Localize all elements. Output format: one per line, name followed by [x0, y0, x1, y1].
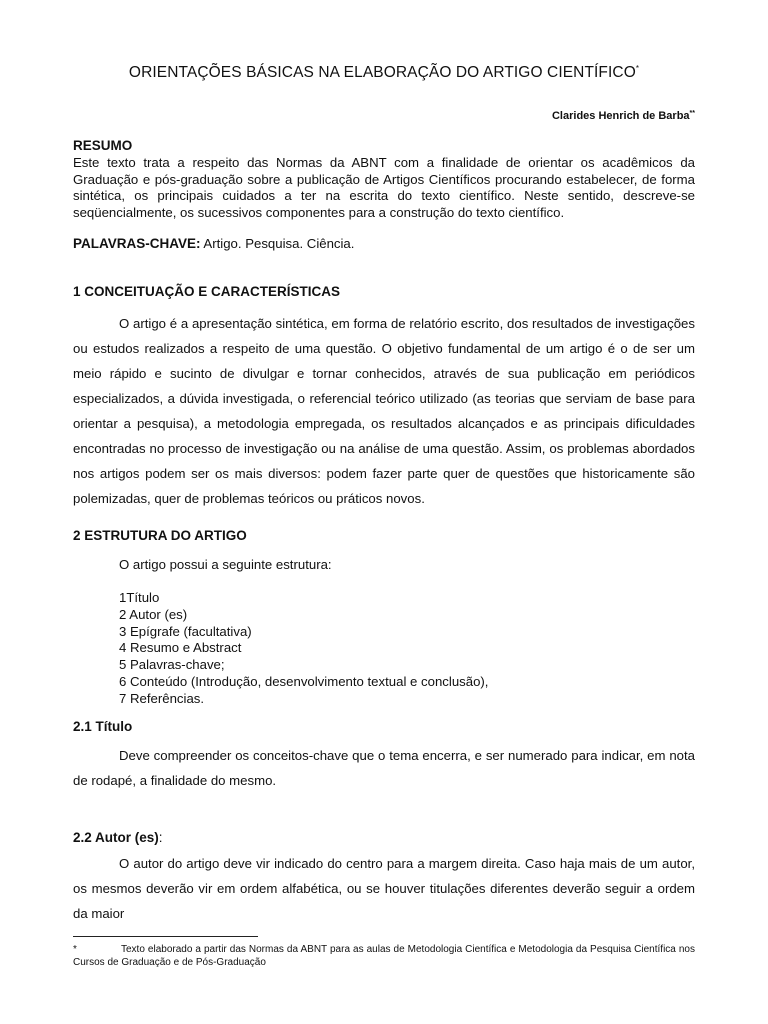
- keywords-text: Artigo. Pesquisa. Ciência.: [200, 236, 355, 251]
- section22-paragraph: O autor do artigo deve vir indicado do centro para a margem direita. Caso haja mais de um autor, os mesmos deverão vir em ordem alfabética, ou se houver titulações diferentes deverão seguir a ordem da maior: [73, 856, 695, 921]
- section1-paragraph: O artigo é a apresentação sintética, em forma de relatório escrito, dos resultados de investigações ou estudos realizados a respeito de uma questão. O objetivo fundamental de um artigo é o de ser um meio rápido e sucinto de divulgar e tornar conhecidos, através de sua publicação em periódicos especializados, a dúvida investigada, o referencial teórico utilizado (as teorias que serviam de base para orientar a pesquisa), a metodologia empregada, os resultados alcançados e as principais dificuldades encontradas no processo de investigação ou na análise de uma questão. Assim, os problemas abordados nos artigos podem ser os mais diversos: podem fazer parte quer de questões que historicamente são polemizadas, quer de problemas teóricos ou práticos novos.: [73, 316, 695, 506]
- resumo-text: Este texto trata a respeito das Normas da ABNT com a finalidade de orientar os acadêmicos da Graduação e pós-graduação sobre a publicação de Artigos Científicos procurando estabelecer, de forma sintética, os principais cuidados a ter na escrita do texto científico. Neste sentido, descreve-se seqüencialmente, os sucessivos componentes para a construção do texto científico.: [73, 155, 695, 220]
- document-title: ORIENTAÇÕES BÁSICAS NA ELABORAÇÃO DO ARTIGO CIENTÍFICO*: [128, 64, 640, 81]
- footnote-mark: *: [73, 944, 77, 955]
- list-item: 6 Conteúdo (Introdução, desenvolvimento textual e conclusão),: [119, 673, 489, 689]
- list-item: 7 Referências.: [119, 690, 205, 706]
- section22-heading: 2.2 Autor (es):: [73, 830, 163, 845]
- structure-list: [119, 590, 488, 708]
- section2-intro: O artigo possui a seguinte estrutura:: [119, 557, 332, 572]
- resumo-heading: RESUMO: [73, 138, 133, 153]
- author-footnote-mark: **: [689, 110, 695, 117]
- keywords-line: [73, 236, 354, 251]
- list-item: 5 Palavras-chave;: [119, 657, 225, 673]
- author-name: Clarides Henrich de Barba**: [551, 110, 695, 122]
- list-item: 3 Epígrafe (facultativa): [119, 623, 252, 639]
- section2-heading: 2 ESTRUTURA DO ARTIGO: [73, 528, 247, 543]
- section1-heading: 1 CONCEITUAÇÃO E CARACTERÍSTICAS: [73, 284, 341, 299]
- section21-heading: 2.1 Título: [73, 719, 133, 734]
- list-item: 1Título: [119, 590, 160, 605]
- keywords-label: PALAVRAS-CHAVE:: [73, 236, 201, 251]
- section21-paragraph: Deve compreender os conceitos-chave que o tema encerra, e ser numerado para indicar, em nota de rodapé, a finalidade do mesmo.: [73, 748, 695, 788]
- list-item: 4 Resumo e Abstract: [119, 640, 242, 656]
- footnote: [73, 943, 695, 969]
- footnote-text: Texto elaborado a partir das Normas da ABNT para as aulas de Metodologia Científica e Metodologia da Pesquisa Científica nos Cursos de Graduação e de Pós-Graduação: [73, 944, 695, 968]
- list-item: 2 Autor (es): [119, 606, 188, 622]
- title-footnote-mark: *: [635, 64, 640, 73]
- footnote-divider: [73, 936, 258, 937]
